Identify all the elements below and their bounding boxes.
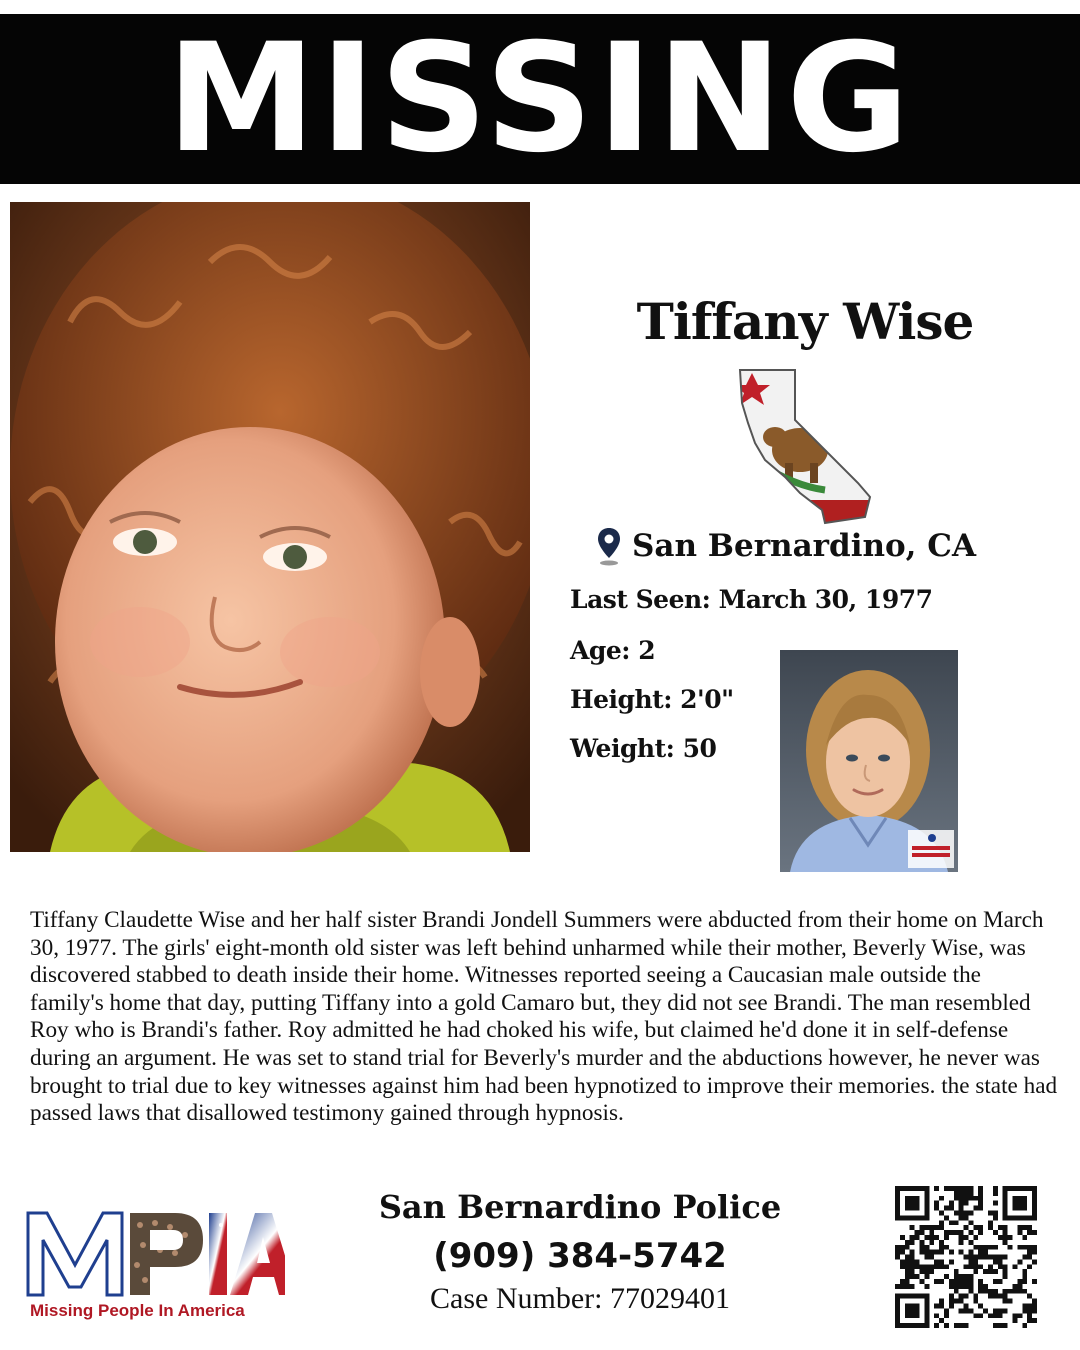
age-progression-photo: [780, 650, 958, 872]
missing-banner: [0, 14, 1080, 184]
case-number: Case Number: 77029401: [430, 1282, 730, 1315]
police-agency: San Bernardino Police: [378, 1188, 782, 1226]
last-seen: Last Seen: March 30, 1977: [570, 585, 933, 614]
qr-code[interactable]: [895, 1186, 1037, 1328]
age: Age: 2: [570, 636, 656, 665]
child-photo: [10, 202, 530, 852]
weight: Weight: 50: [570, 734, 717, 763]
logo-tagline: Missing People In America: [30, 1301, 245, 1320]
location-line: [596, 526, 976, 566]
missing-person-name: Tiffany Wise: [636, 292, 974, 351]
missing-title: MISSING: [166, 12, 914, 186]
height: Height: 2'0": [570, 685, 734, 714]
case-description: Tiffany Claudette Wise and her half sister Brandi Jondell Summers were abducted from their home on March 30, 1977. The girls' eight-month old sister was left behind unharmed while their mother, Beverly Wise, was discovered stabbed to death inside their home. Witnesses reported seeing a Caucasian male outside the family's home that day, putting Tiffany into a gold Camaro but, they did not see Brandi. The man resembled Roy who is Brandi's father. Roy admitted he had choked his wife, but claimed he'd done it in self-defense during an argument. He was set to stand trial for Beverly's murder and the abductions however, he never was brought to trial due to key witnesses against him had been hypnotized to improve their memories. the state had passed laws that disallowed testimony gained through hypnosis.: [30, 907, 1058, 1127]
california-flag-map: [730, 365, 880, 530]
location-pin-icon: [596, 526, 622, 566]
police-phone[interactable]: (909) 384-5742: [433, 1236, 727, 1276]
location-text: San Bernardino, CA: [632, 528, 976, 564]
